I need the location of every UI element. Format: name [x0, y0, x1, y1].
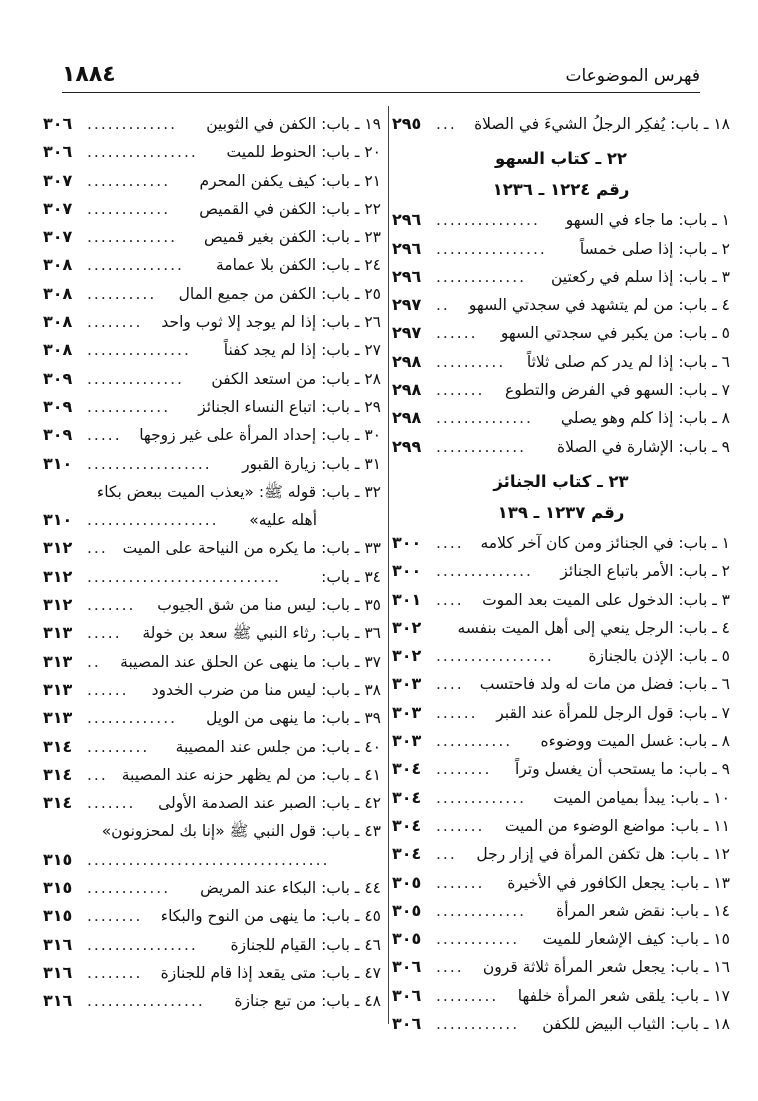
- toc-entry[interactable]: [43, 987, 381, 1015]
- toc-entry-page: ٢٩٧: [392, 295, 422, 315]
- dot-leader: .............: [87, 228, 178, 247]
- dot-leader: ...................: [87, 511, 219, 530]
- dot-leader: .......: [436, 381, 485, 400]
- toc-entry[interactable]: [392, 670, 730, 698]
- dot-leader: .................: [436, 647, 554, 666]
- left-column: [43, 110, 381, 1016]
- toc-entry-page: ٣٠٨: [43, 312, 73, 332]
- dot-leader: ............: [87, 199, 171, 218]
- toc-entry[interactable]: [392, 404, 730, 432]
- toc-entry-label: ٣٦ ـ باب: رثاء النبي ﷺ سعد بن خولة: [142, 624, 381, 643]
- toc-entry-label: ١٥ ـ باب: كيف الإشعار للميت: [542, 930, 730, 949]
- toc-entry-page: ٣٠٤: [392, 844, 422, 864]
- toc-entry-page: ٣١٢: [43, 595, 73, 615]
- dot-leader: ..............: [87, 256, 184, 275]
- dot-leader: ..............: [436, 409, 533, 428]
- toc-entry-page: ٣٠٦: [392, 1014, 422, 1034]
- toc-entry-page: ٣١٥: [43, 906, 73, 926]
- dot-leader: ......: [436, 324, 478, 343]
- dot-leader: ........: [436, 760, 492, 779]
- toc-entry-page: ٣٠٩: [43, 368, 73, 388]
- toc-entry-label: ٤٣ ـ باب: قول النبي ﷺ «إنا بك لمحزونون»: [101, 822, 381, 841]
- toc-entry-label: ٤٨ ـ باب: من تبع جنازة: [234, 992, 381, 1011]
- toc-entry[interactable]: [392, 755, 730, 783]
- toc-entry-label: ٢٧ ـ باب: إذا لم يجد كفناً: [223, 341, 381, 360]
- toc-entry-page: ٣١٤: [43, 736, 73, 756]
- toc-entry-label: ٢ ـ باب: إذا صلى خمساً: [579, 239, 730, 258]
- toc-entry[interactable]: [392, 110, 730, 138]
- toc-entry-page: ٣١٠: [43, 510, 73, 530]
- toc-entry-page: ٣٠٩: [43, 396, 73, 416]
- toc-entry[interactable]: [43, 167, 381, 195]
- toc-entry-page: ٣١٥: [43, 849, 73, 869]
- dot-leader: ............: [87, 879, 171, 898]
- toc-entry-label: ٣٥ ـ باب: ليس منا من شق الجيوب: [157, 596, 381, 615]
- toc-entry[interactable]: [392, 263, 730, 291]
- dot-leader: .............: [436, 788, 527, 807]
- toc-entry-label: ٢٩ ـ باب: اتباع النساء الجنائز: [198, 397, 381, 416]
- toc-entry-page: ٣١٣: [43, 623, 73, 643]
- toc-entry[interactable]: [43, 393, 381, 421]
- dot-leader: .................: [87, 992, 205, 1011]
- toc-entry-label: ٤٥ ـ باب: ما ينهى من النوح والبكاء: [160, 907, 381, 926]
- toc-entry-label: ١٨ ـ باب: الثياب البيض للكفن: [542, 1015, 730, 1034]
- toc-entry[interactable]: [43, 902, 381, 930]
- toc-entry-label: ٢٤ ـ باب: الكفن بلا عمامة: [215, 256, 381, 275]
- toc-entry-page: ٣٠٨: [43, 283, 73, 303]
- toc-list-sahw: [392, 206, 730, 461]
- toc-entry-label: ١ ـ باب: ما جاء في السهو: [565, 211, 730, 230]
- right-column: [392, 110, 730, 1038]
- toc-entry[interactable]: [392, 812, 730, 840]
- dot-leader: ....: [436, 675, 464, 694]
- toc-entry[interactable]: [392, 982, 730, 1010]
- toc-entry[interactable]: [392, 235, 730, 263]
- toc-entry-label: ٢٦ ـ باب: إذا لم يوجد إلا ثوب واحد: [161, 313, 381, 332]
- toc-entry-label: ٢٥ ـ باب: الكفن من جميع المال: [178, 284, 381, 303]
- toc-entry[interactable]: [43, 534, 381, 562]
- toc-entry-page: ٣١٦: [43, 962, 73, 982]
- toc-entry-label: ٨ ـ باب: غسل الميت ووضوءه: [540, 732, 730, 751]
- dot-leader: .........: [87, 737, 150, 756]
- toc-entry[interactable]: [43, 421, 381, 449]
- dot-leader: ....: [436, 958, 464, 977]
- toc-entry-label: ٣٨ ـ باب: ليس منا من ضرب الخدود: [151, 680, 381, 699]
- toc-entry[interactable]: [392, 869, 730, 897]
- toc-entry-label: ٩ ـ باب: ما يستحب أن يغسل وتراً: [515, 760, 730, 779]
- book-range-janaiz: رقم ١٢٣٧ ـ ١٣٩: [497, 502, 625, 522]
- toc-entry-label: ٩ ـ باب: الإشارة في الصلاة: [557, 437, 730, 456]
- dot-leader: ............: [87, 171, 171, 190]
- toc-entry-page: ٣٠٢: [392, 617, 422, 637]
- dot-leader: ....: [436, 533, 464, 552]
- dot-leader: ..: [436, 296, 450, 315]
- toc-entry-page: ٢٩٦: [392, 238, 422, 258]
- running-head: فهرس الموضوعات: [565, 66, 700, 86]
- toc-entry[interactable]: [43, 591, 381, 619]
- toc-entry-label: ٢٢ ـ باب: الكفن في القميص: [199, 199, 381, 218]
- toc-entry-label: ١٤ ـ باب: نقض شعر المرأة: [556, 901, 730, 920]
- toc-entry[interactable]: [392, 586, 730, 614]
- toc-entry-page: ٣٠٤: [392, 787, 422, 807]
- toc-entry-page: ٢٩٦: [392, 266, 422, 286]
- toc-entry-page: ٣٠٣: [392, 731, 422, 751]
- toc-entry-label: ١ ـ باب: في الجنائز ومن كان آخر كلامه: [480, 533, 730, 552]
- toc-entry-page: ٢٩٩: [392, 436, 422, 456]
- toc-entry[interactable]: [43, 280, 381, 308]
- toc-entry[interactable]: [392, 557, 730, 585]
- dot-leader: ....: [436, 590, 464, 609]
- toc-entry[interactable]: [392, 897, 730, 925]
- toc-entry-label: ٢١ ـ باب: كيف يكفن المحرم: [199, 171, 381, 190]
- toc-entry[interactable]: [43, 251, 381, 279]
- toc-entry[interactable]: [392, 348, 730, 376]
- page-header: [62, 58, 700, 93]
- toc-entry[interactable]: [392, 376, 730, 404]
- toc-entry[interactable]: [43, 223, 381, 251]
- toc-entry-page: ٢٩٧: [392, 323, 422, 343]
- toc-entry-continuation[interactable]: [43, 846, 381, 874]
- dot-leader: ........: [87, 313, 143, 332]
- toc-entry-page: ٣٠٨: [43, 255, 73, 275]
- dot-leader: ...............: [436, 211, 540, 230]
- toc-entry[interactable]: [43, 704, 381, 732]
- toc-entry-page: ٣٠٠: [392, 561, 422, 581]
- toc-entry-page: ٣١٠: [43, 453, 73, 473]
- toc-entry-page: ٢٩٨: [392, 380, 422, 400]
- dot-leader: ...: [87, 765, 108, 784]
- toc-entry-continuation[interactable]: [43, 506, 381, 534]
- dot-leader: .............: [87, 115, 178, 133]
- toc-entry[interactable]: [43, 195, 381, 223]
- dot-leader: .............: [87, 709, 178, 728]
- dot-leader: ...: [87, 539, 108, 558]
- toc-entry-page: ٣٠٦: [392, 957, 422, 977]
- dot-leader: .............: [436, 901, 527, 920]
- dot-leader: .....: [87, 624, 122, 643]
- toc-entry-label: ٧ ـ باب: السهو في الفرض والتطوع: [505, 381, 730, 400]
- toc-entry-multiline[interactable]: [43, 478, 381, 506]
- dot-leader: ...: [436, 845, 457, 864]
- toc-entry-label: ٣ ـ باب: إذا سلم في ركعتين: [550, 267, 730, 286]
- toc-entry[interactable]: [43, 138, 381, 166]
- toc-entry[interactable]: [43, 365, 381, 393]
- toc-entry-label: ٣٧ ـ باب: ما ينهى عن الحلق عند المصيبة: [120, 652, 381, 671]
- toc-entry[interactable]: [392, 614, 730, 642]
- toc-entry[interactable]: [392, 784, 730, 812]
- toc-entry-page: ٣٠٥: [392, 900, 422, 920]
- dot-leader: .......: [436, 816, 485, 835]
- toc-entry-page: ٣٠٤: [392, 815, 422, 835]
- dot-leader: ................: [436, 239, 547, 258]
- dot-leader: ..........: [436, 352, 506, 371]
- toc-entry-label: ٢٠ ـ باب: الحنوط للميت: [226, 143, 381, 162]
- dot-leader: ..........: [87, 284, 157, 303]
- toc-entry[interactable]: [392, 953, 730, 981]
- dot-leader: ............: [87, 397, 171, 416]
- dot-leader: ...: [436, 115, 457, 133]
- toc-entry-page: ٣١٢: [43, 538, 73, 558]
- book-range-sahw: رقم ١٢٢٤ ـ ١٢٣٦: [492, 180, 630, 200]
- toc-entry-label: ١٨ ـ باب: يُفكِر الرجلُ الشيءَ في الصلاة: [474, 115, 730, 133]
- dot-leader: ...........: [436, 732, 513, 751]
- toc-entry-page: ٢٩٥: [392, 114, 422, 133]
- column-divider: [388, 106, 389, 1024]
- toc-entry-label: ٤ ـ باب: الرجل ينعي إلى أهل الميت بنفسه: [457, 618, 730, 637]
- dot-leader: ..: [87, 652, 101, 671]
- dot-leader: ......: [87, 680, 129, 699]
- dot-leader: ..............: [87, 369, 184, 388]
- dot-leader: ...................................: [87, 850, 330, 869]
- toc-entry[interactable]: [43, 733, 381, 761]
- toc-entry-label: ١٢ ـ باب: هل تكفن المرأة في إزار رجل: [476, 845, 730, 864]
- dot-leader: .....: [87, 426, 122, 445]
- toc-entry-page: ٢٩٨: [392, 351, 422, 371]
- toc-entry[interactable]: [392, 642, 730, 670]
- toc-entry-label: أهله عليه»: [249, 511, 317, 530]
- toc-entry-label: ٢٨ ـ باب: من استعد الكفن: [211, 369, 381, 388]
- toc-entry-page: ٣٠٧: [43, 227, 73, 247]
- toc-entry[interactable]: [43, 336, 381, 364]
- toc-entry-page: ٣٠٥: [392, 872, 422, 892]
- toc-entry-label: ١١ ـ باب: مواضع الوضوء من الميت: [504, 816, 730, 835]
- toc-entry[interactable]: [43, 648, 381, 676]
- toc-entry-page: ٣٠٧: [43, 198, 73, 218]
- toc-entry-page: ٣٠٦: [43, 142, 73, 162]
- toc-list-janaiz: [392, 529, 730, 1038]
- toc-entry[interactable]: [392, 291, 730, 319]
- dot-leader: ............................: [87, 567, 281, 586]
- toc-entry[interactable]: [43, 959, 381, 987]
- toc-entry-page: ٣١٦: [43, 991, 73, 1011]
- toc-entry-label: ٤١ ـ باب: من لم يظهر حزنه عند المصيبة: [121, 765, 381, 784]
- toc-entry[interactable]: [43, 450, 381, 478]
- toc-entry[interactable]: [43, 308, 381, 336]
- toc-entry-page: ٣١٣: [43, 708, 73, 728]
- page-number: ١٨٨٤: [62, 62, 116, 87]
- toc-entry-page: ٣٠٢: [392, 646, 422, 666]
- dot-leader: ............: [436, 1015, 520, 1034]
- toc-entry[interactable]: [392, 925, 730, 953]
- toc-entry-label: ٧ ـ باب: قول الرجل للمرأة عند القبر: [496, 703, 730, 722]
- dot-leader: .......: [87, 794, 136, 813]
- toc-entry-page: ٣١٢: [43, 566, 73, 586]
- toc-entry-page: ٣١٥: [43, 878, 73, 898]
- toc-entry-label: ٢٣ ـ باب: الكفن بغير قميص: [204, 228, 381, 247]
- toc-entry[interactable]: [43, 789, 381, 817]
- toc-entry[interactable]: [43, 931, 381, 959]
- toc-entry-page: ٣٠٩: [43, 425, 73, 445]
- dot-leader: ..............: [436, 562, 533, 581]
- dot-leader: .............: [436, 267, 527, 286]
- toc-entry[interactable]: [43, 563, 381, 591]
- toc-entry[interactable]: [392, 699, 730, 727]
- toc-entry[interactable]: [392, 433, 730, 461]
- toc-entry-label: ٣١ ـ باب: زيارة القبور: [242, 454, 381, 473]
- toc-entry-label: ٣٣ ـ باب: ما يكره من النياحة على الميت: [122, 539, 381, 558]
- dot-leader: .............: [436, 437, 527, 456]
- toc-entry-label: ٦ ـ باب: إذا لم يدر كم صلى ثلاثاً: [526, 352, 730, 371]
- toc-entry-page: ٢٩٨: [392, 408, 422, 428]
- toc-entry-label: ٦ ـ باب: فضل من مات له ولد فاحتسب: [479, 675, 730, 694]
- toc-entry-label: ١٩ ـ باب: الكفن في الثوبين: [206, 115, 381, 133]
- toc-entry-page: ٣٠٦: [43, 114, 73, 133]
- toc-entry-page: ٣٠٣: [392, 702, 422, 722]
- toc-entry-label: ١٧ ـ باب: يلقى شعر المرأة خلفها: [517, 986, 730, 1005]
- toc-entry-page: ٣٠٨: [43, 340, 73, 360]
- toc-entry-label: ١٦ ـ باب: يجعل شعر المرأة ثلاثة قرون: [482, 958, 730, 977]
- toc-entry-page: ٣٠١: [392, 589, 422, 609]
- toc-entry[interactable]: [392, 319, 730, 347]
- toc-entry-page: ٣٠٤: [392, 759, 422, 779]
- toc-entry-label: ١٠ ـ باب: يبدأ بميامن الميت: [553, 788, 730, 807]
- toc-entry-page: ٣٠٧: [43, 170, 73, 190]
- toc-entry-label: ٥ ـ باب: الإذن بالجنازة: [588, 647, 730, 666]
- toc-entry-label: ١٣ ـ باب: يجعل الكافور في الأخيرة: [507, 873, 730, 892]
- toc-entry-label: ٤ ـ باب: من لم يتشهد في سجدتي السهو: [468, 296, 730, 315]
- toc-entry[interactable]: [43, 110, 381, 138]
- toc-entry[interactable]: [43, 676, 381, 704]
- toc-entry-page: ٣٠٠: [392, 532, 422, 552]
- dot-leader: ..................: [87, 454, 212, 473]
- toc-entry[interactable]: [43, 874, 381, 902]
- toc-entry-label: ٣ ـ باب: الدخول على الميت بعد الموت: [482, 590, 730, 609]
- dot-leader: ................: [87, 935, 198, 954]
- dot-leader: ......: [436, 703, 478, 722]
- toc-entry-page: ٢٩٦: [392, 210, 422, 230]
- toc-entry-label: ٣٩ ـ باب: ما ينهى من الويل: [206, 709, 381, 728]
- toc-entry-page: ٣٠٥: [392, 929, 422, 949]
- toc-entry-label: ٢ ـ باب: الأمر باتباع الجنائز: [560, 562, 730, 581]
- toc-entry-label: ٤٤ ـ باب: البكاء عند المريض: [200, 879, 381, 898]
- dot-leader: .........: [436, 986, 499, 1005]
- toc-entry[interactable]: [392, 529, 730, 557]
- toc-entry-label: ٣٠ ـ باب: إحداد المرأة على غير زوجها: [139, 426, 381, 445]
- dot-leader: ........: [87, 907, 143, 926]
- toc-entry-page: ٣١٣: [43, 651, 73, 671]
- toc-entry[interactable]: [392, 727, 730, 755]
- toc-entry-page: ٣١٣: [43, 679, 73, 699]
- dot-leader: ...............: [87, 341, 191, 360]
- toc-entry-page: ٣٠٣: [392, 674, 422, 694]
- toc-entry-label: ٤٠ ـ باب: من جلس عند المصيبة: [175, 737, 381, 756]
- toc-entry-label: ٣٤ ـ باب:: [321, 567, 381, 586]
- dot-leader: ........: [87, 963, 143, 982]
- toc-entry-page: ٣٠٦: [392, 985, 422, 1005]
- book-title-sahw: ٢٢ ـ كتاب السهو: [494, 149, 627, 169]
- toc-entry[interactable]: [43, 761, 381, 789]
- dot-leader: .......: [87, 596, 136, 615]
- toc-entry-page: ٣١٦: [43, 934, 73, 954]
- toc-entry[interactable]: [392, 1010, 730, 1038]
- dot-leader: ............: [436, 930, 520, 949]
- toc-entry-label: ٤٢ ـ باب: الصبر عند الصدمة الأولى: [158, 794, 381, 813]
- toc-entry-page: ٣١٤: [43, 764, 73, 784]
- toc-entry-page: ٣١٤: [43, 793, 73, 813]
- toc-entry-label: ٣٢ ـ باب: قوله ﷺ: «يعذب الميت ببعض بكاء: [96, 482, 381, 501]
- dot-leader: ................: [87, 143, 198, 162]
- toc-entry-label: ٤٦ ـ باب: القيام للجنازة: [230, 935, 381, 954]
- toc-entry-label: ٤٧ ـ باب: متى يقعد إذا قام للجنازة: [160, 963, 381, 982]
- toc-entry[interactable]: [392, 206, 730, 234]
- toc-entry[interactable]: [392, 840, 730, 868]
- dot-leader: .......: [436, 873, 485, 892]
- toc-entry-multiline[interactable]: [43, 817, 381, 845]
- book-title-janaiz: ٢٣ ـ كتاب الجنائز: [493, 471, 629, 491]
- toc-entry-label: ٨ ـ باب: إذا كلم وهو يصلي: [560, 409, 730, 428]
- toc-entry[interactable]: [43, 619, 381, 647]
- toc-entry-label: ٥ ـ باب: من يكبر في سجدتي السهو: [500, 324, 730, 343]
